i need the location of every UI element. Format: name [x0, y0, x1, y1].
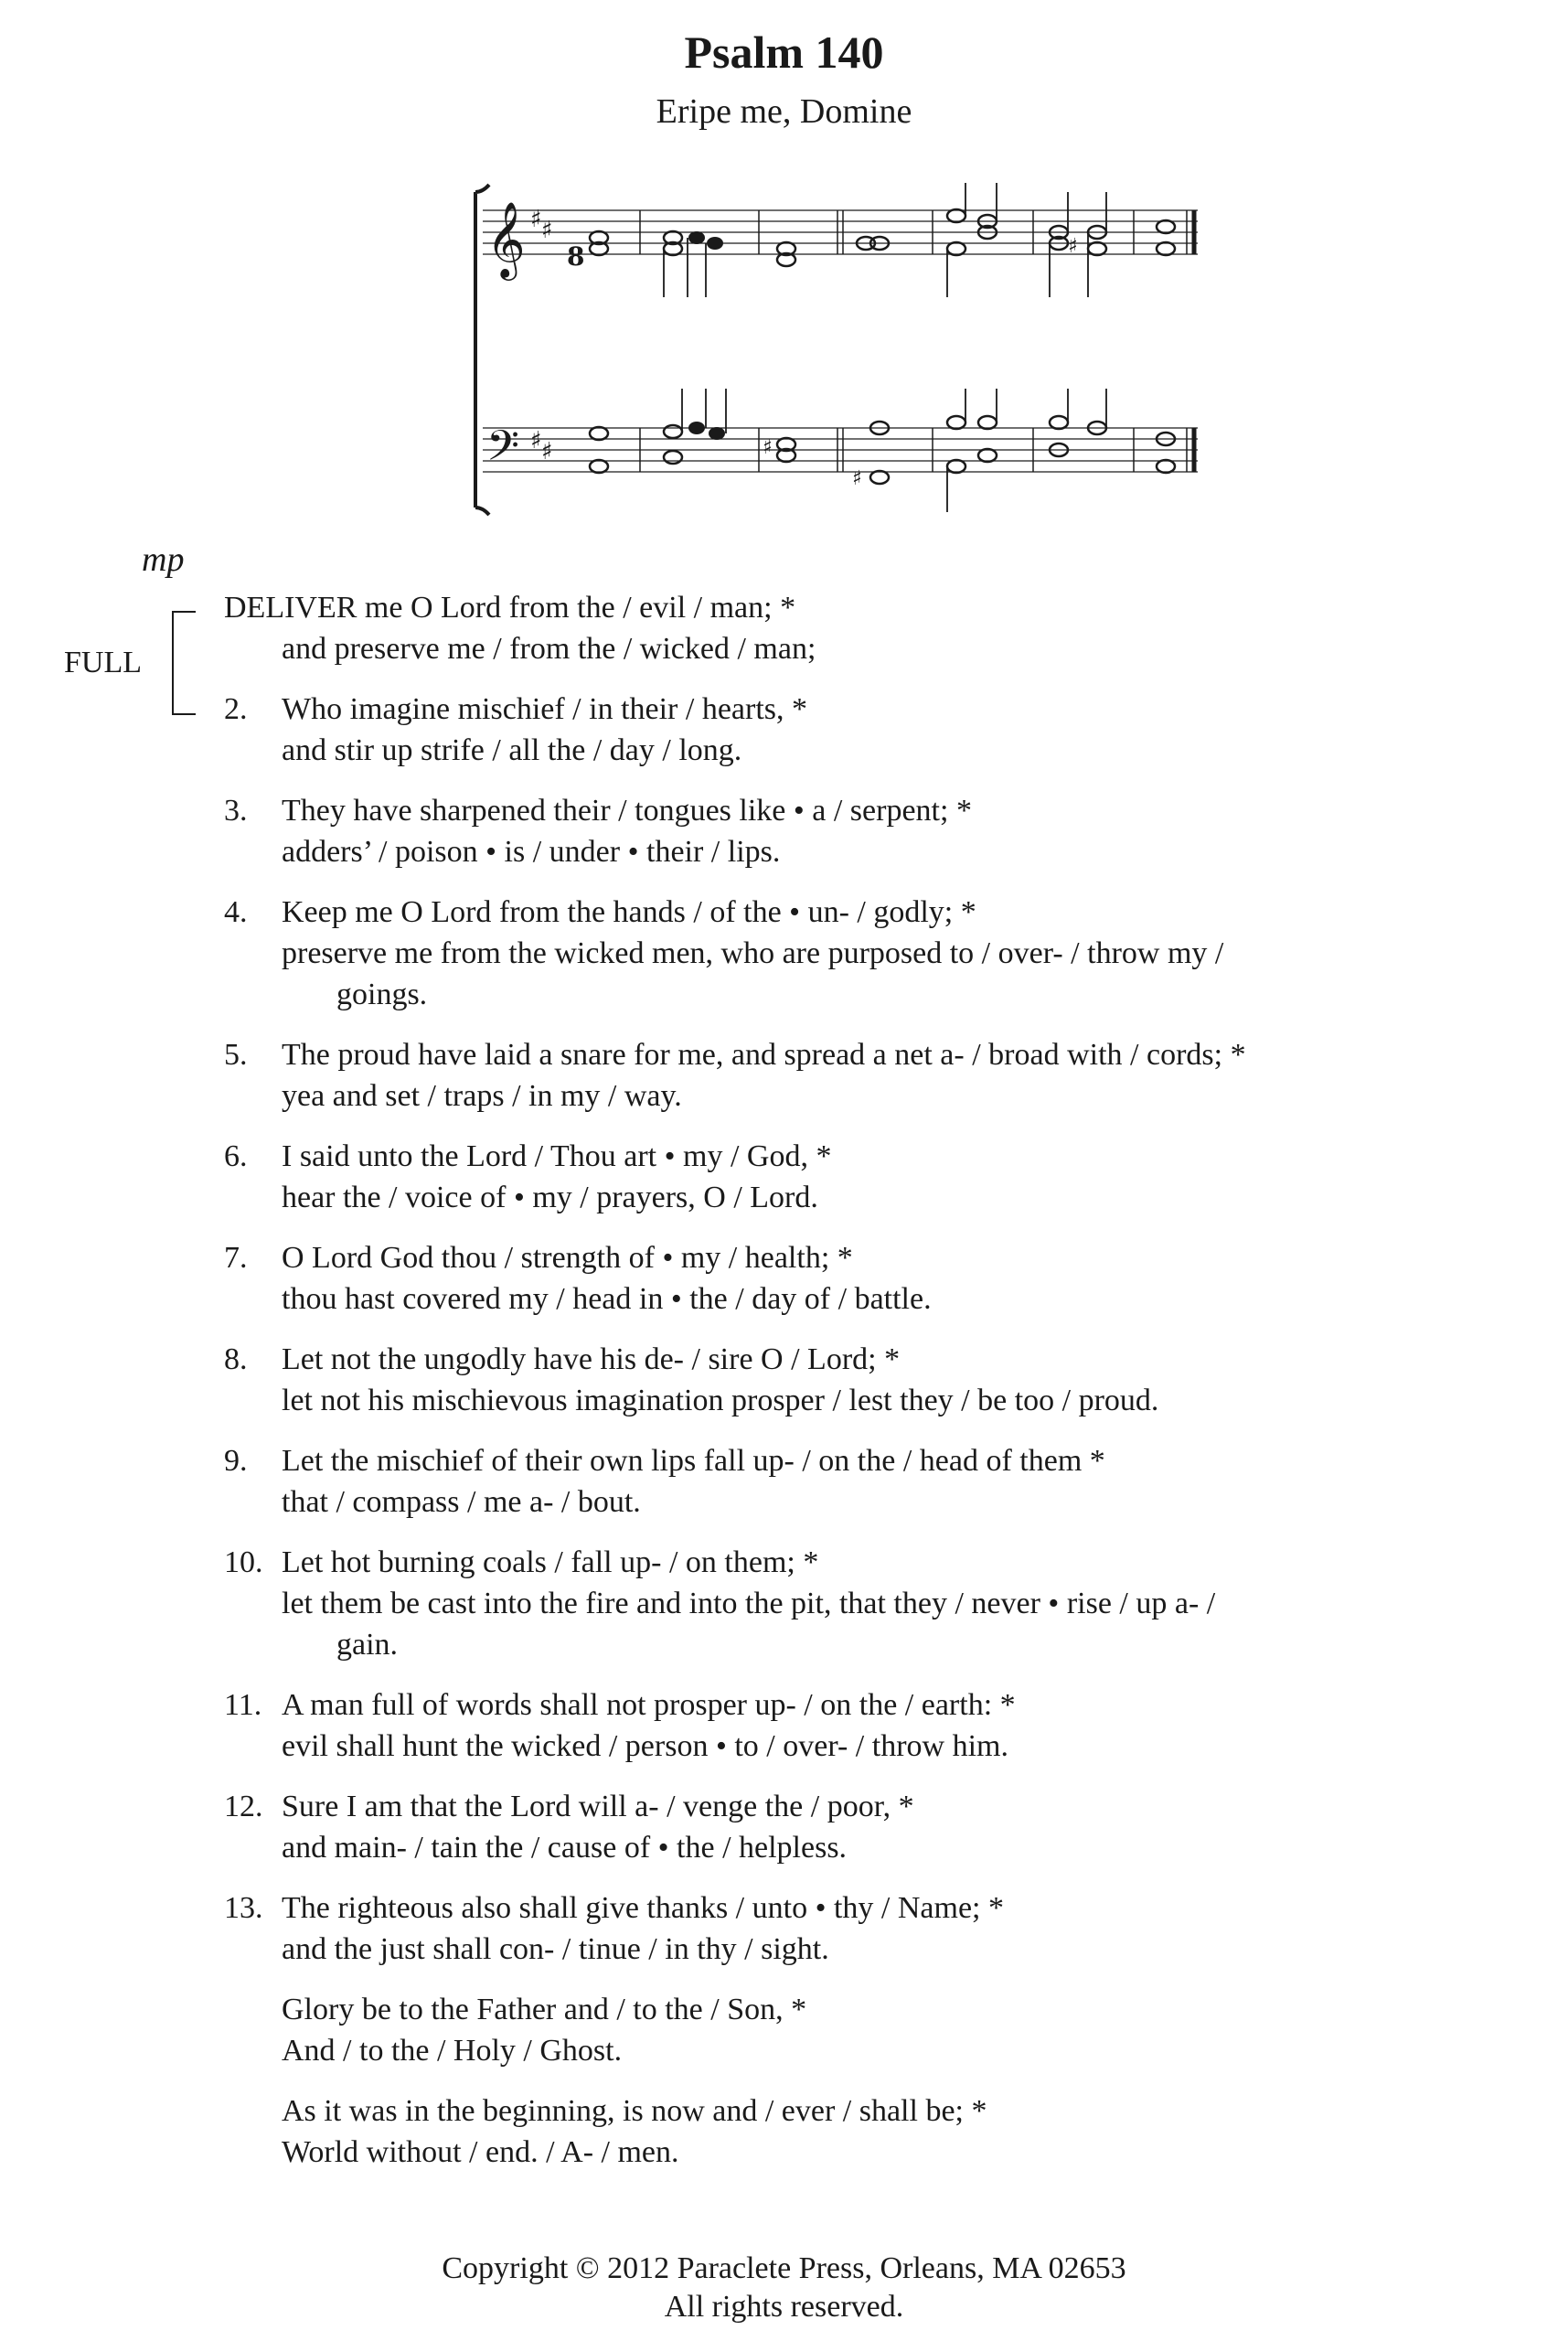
verse-line: A man full of words shall not prosper up- / on the / earth: *	[282, 1688, 1016, 1722]
verse-number: 9.	[224, 1444, 248, 1478]
svg-text:𝄢: 𝄢	[486, 422, 520, 481]
verse-line: Let the mischief of their own lips fall up- / on the / head of them *	[282, 1444, 1105, 1478]
svg-text:♯: ♯	[541, 438, 553, 465]
dynamic-marking: mp	[142, 540, 185, 579]
verse-number: 2.	[224, 692, 248, 726]
verse-line: that / compass / me a- / bout.	[282, 1485, 641, 1519]
verse-line: I said unto the Lord / Thou art • my / God, *	[282, 1139, 832, 1173]
verse-number: 10.	[224, 1545, 263, 1579]
verse-line: let them be cast into the fire and into the pit, that they / never • rise / up a- /	[282, 1587, 1216, 1620]
verse-line: let not his mischievous imagination prosper / lest they / be too / proud.	[282, 1384, 1159, 1417]
svg-text:♯: ♯	[763, 436, 773, 459]
verse-line: They have sharpened their / tongues like • a / serpent; *	[282, 794, 972, 828]
svg-text:♯: ♯	[530, 206, 542, 233]
copyright-notice	[0, 2250, 1568, 2326]
verse-number: 6.	[224, 1139, 248, 1173]
verse	[0, 1684, 1568, 1767]
verse-line: As it was in the beginning, is now and / ever / shall be; *	[282, 2094, 987, 2128]
verse	[0, 892, 1568, 1015]
verse-number: 8.	[224, 1342, 248, 1376]
verse-number: 7.	[224, 1241, 248, 1275]
verse-line: preserve me from the wicked men, who are purposed to / over- / throw my /	[282, 936, 1224, 970]
copyright-line: Copyright © 2012 Paraclete Press, Orleans, MA 02653	[442, 2251, 1126, 2285]
page-title: Psalm 140	[684, 27, 884, 78]
music-score	[457, 183, 1216, 521]
verse-line: Who imagine mischief / in their / hearts, *	[282, 692, 808, 726]
svg-text:♯: ♯	[852, 467, 862, 490]
verse-line: and main- / tain the / cause of • the / helpless.	[282, 1831, 848, 1865]
verse	[0, 1989, 1568, 2071]
verse	[0, 1034, 1568, 1117]
verse	[0, 1339, 1568, 1421]
verse	[0, 1887, 1568, 1970]
svg-text:♯: ♯	[1068, 235, 1078, 258]
verse-line: goings.	[336, 978, 428, 1011]
verse-number: 4.	[224, 895, 248, 929]
verse-line: Let not the ungodly have his de- / sire O / Lord; *	[282, 1342, 901, 1376]
verse	[0, 1786, 1568, 1868]
full-label: FULL	[64, 646, 142, 679]
svg-text:𝄞: 𝄞	[486, 200, 526, 277]
verse-line: DELIVER me O Lord from the / evil / man; *	[224, 591, 796, 625]
verse-number: 11.	[224, 1688, 262, 1722]
verse	[0, 790, 1568, 872]
verse	[0, 1542, 1568, 1665]
svg-text:♯: ♯	[541, 217, 553, 244]
verse	[0, 1440, 1568, 1523]
verse-line: Sure I am that the Lord will a- / venge the / poor, *	[282, 1790, 914, 1823]
verse-line: yea and set / traps / in my / way.	[282, 1079, 682, 1113]
verse-line: The proud have laid a snare for me, and spread a net a- / broad with / cords; *	[282, 1038, 1246, 1072]
verse	[0, 689, 1568, 771]
verse-line: O Lord God thou / strength of • my / health; *	[282, 1241, 853, 1275]
psalm-verses	[0, 587, 1568, 2192]
verse-line: World without / end. / A- / men.	[282, 2135, 679, 2169]
verse	[0, 1136, 1568, 1218]
verse	[0, 587, 1568, 669]
page-subtitle: Eripe me, Domine	[656, 92, 912, 131]
verse-line: Glory be to the Father and / to the / Son, *	[282, 1993, 807, 2026]
verse-line: And / to the / Holy / Ghost.	[282, 2034, 623, 2068]
rights-line: All rights reserved.	[664, 2290, 904, 2324]
verse-line: gain.	[336, 1628, 399, 1662]
verse-line: Keep me O Lord from the hands / of the • un- / godly; *	[282, 895, 976, 929]
verse-line: and preserve me / from the / wicked / man;	[282, 632, 816, 666]
verse-line: and the just shall con- / tinue / in thy / sight.	[282, 1932, 829, 1966]
verse-number: 5.	[224, 1038, 248, 1072]
verse-line: adders’ / poison • is / under • their / lips.	[282, 835, 781, 869]
verse-number: 3.	[224, 794, 248, 828]
verse	[0, 2090, 1568, 2173]
svg-text:8: 8	[567, 241, 585, 272]
verse-number: 13.	[224, 1891, 263, 1925]
verse-line: Let hot burning coals / fall up- / on them; *	[282, 1545, 819, 1579]
verse-number: 12.	[224, 1790, 263, 1823]
svg-text:♯: ♯	[530, 427, 542, 454]
verse-line: evil shall hunt the wicked / person • to / over- / throw him.	[282, 1729, 1008, 1763]
verse-line: and stir up strife / all the / day / long.	[282, 733, 742, 767]
verse-line: hear the / voice of • my / prayers, O / Lord.	[282, 1181, 818, 1214]
verse	[0, 1237, 1568, 1320]
verse-line: The righteous also shall give thanks / unto • thy / Name; *	[282, 1891, 1005, 1925]
verse-line: thou hast covered my / head in • the / day of / battle.	[282, 1282, 932, 1316]
